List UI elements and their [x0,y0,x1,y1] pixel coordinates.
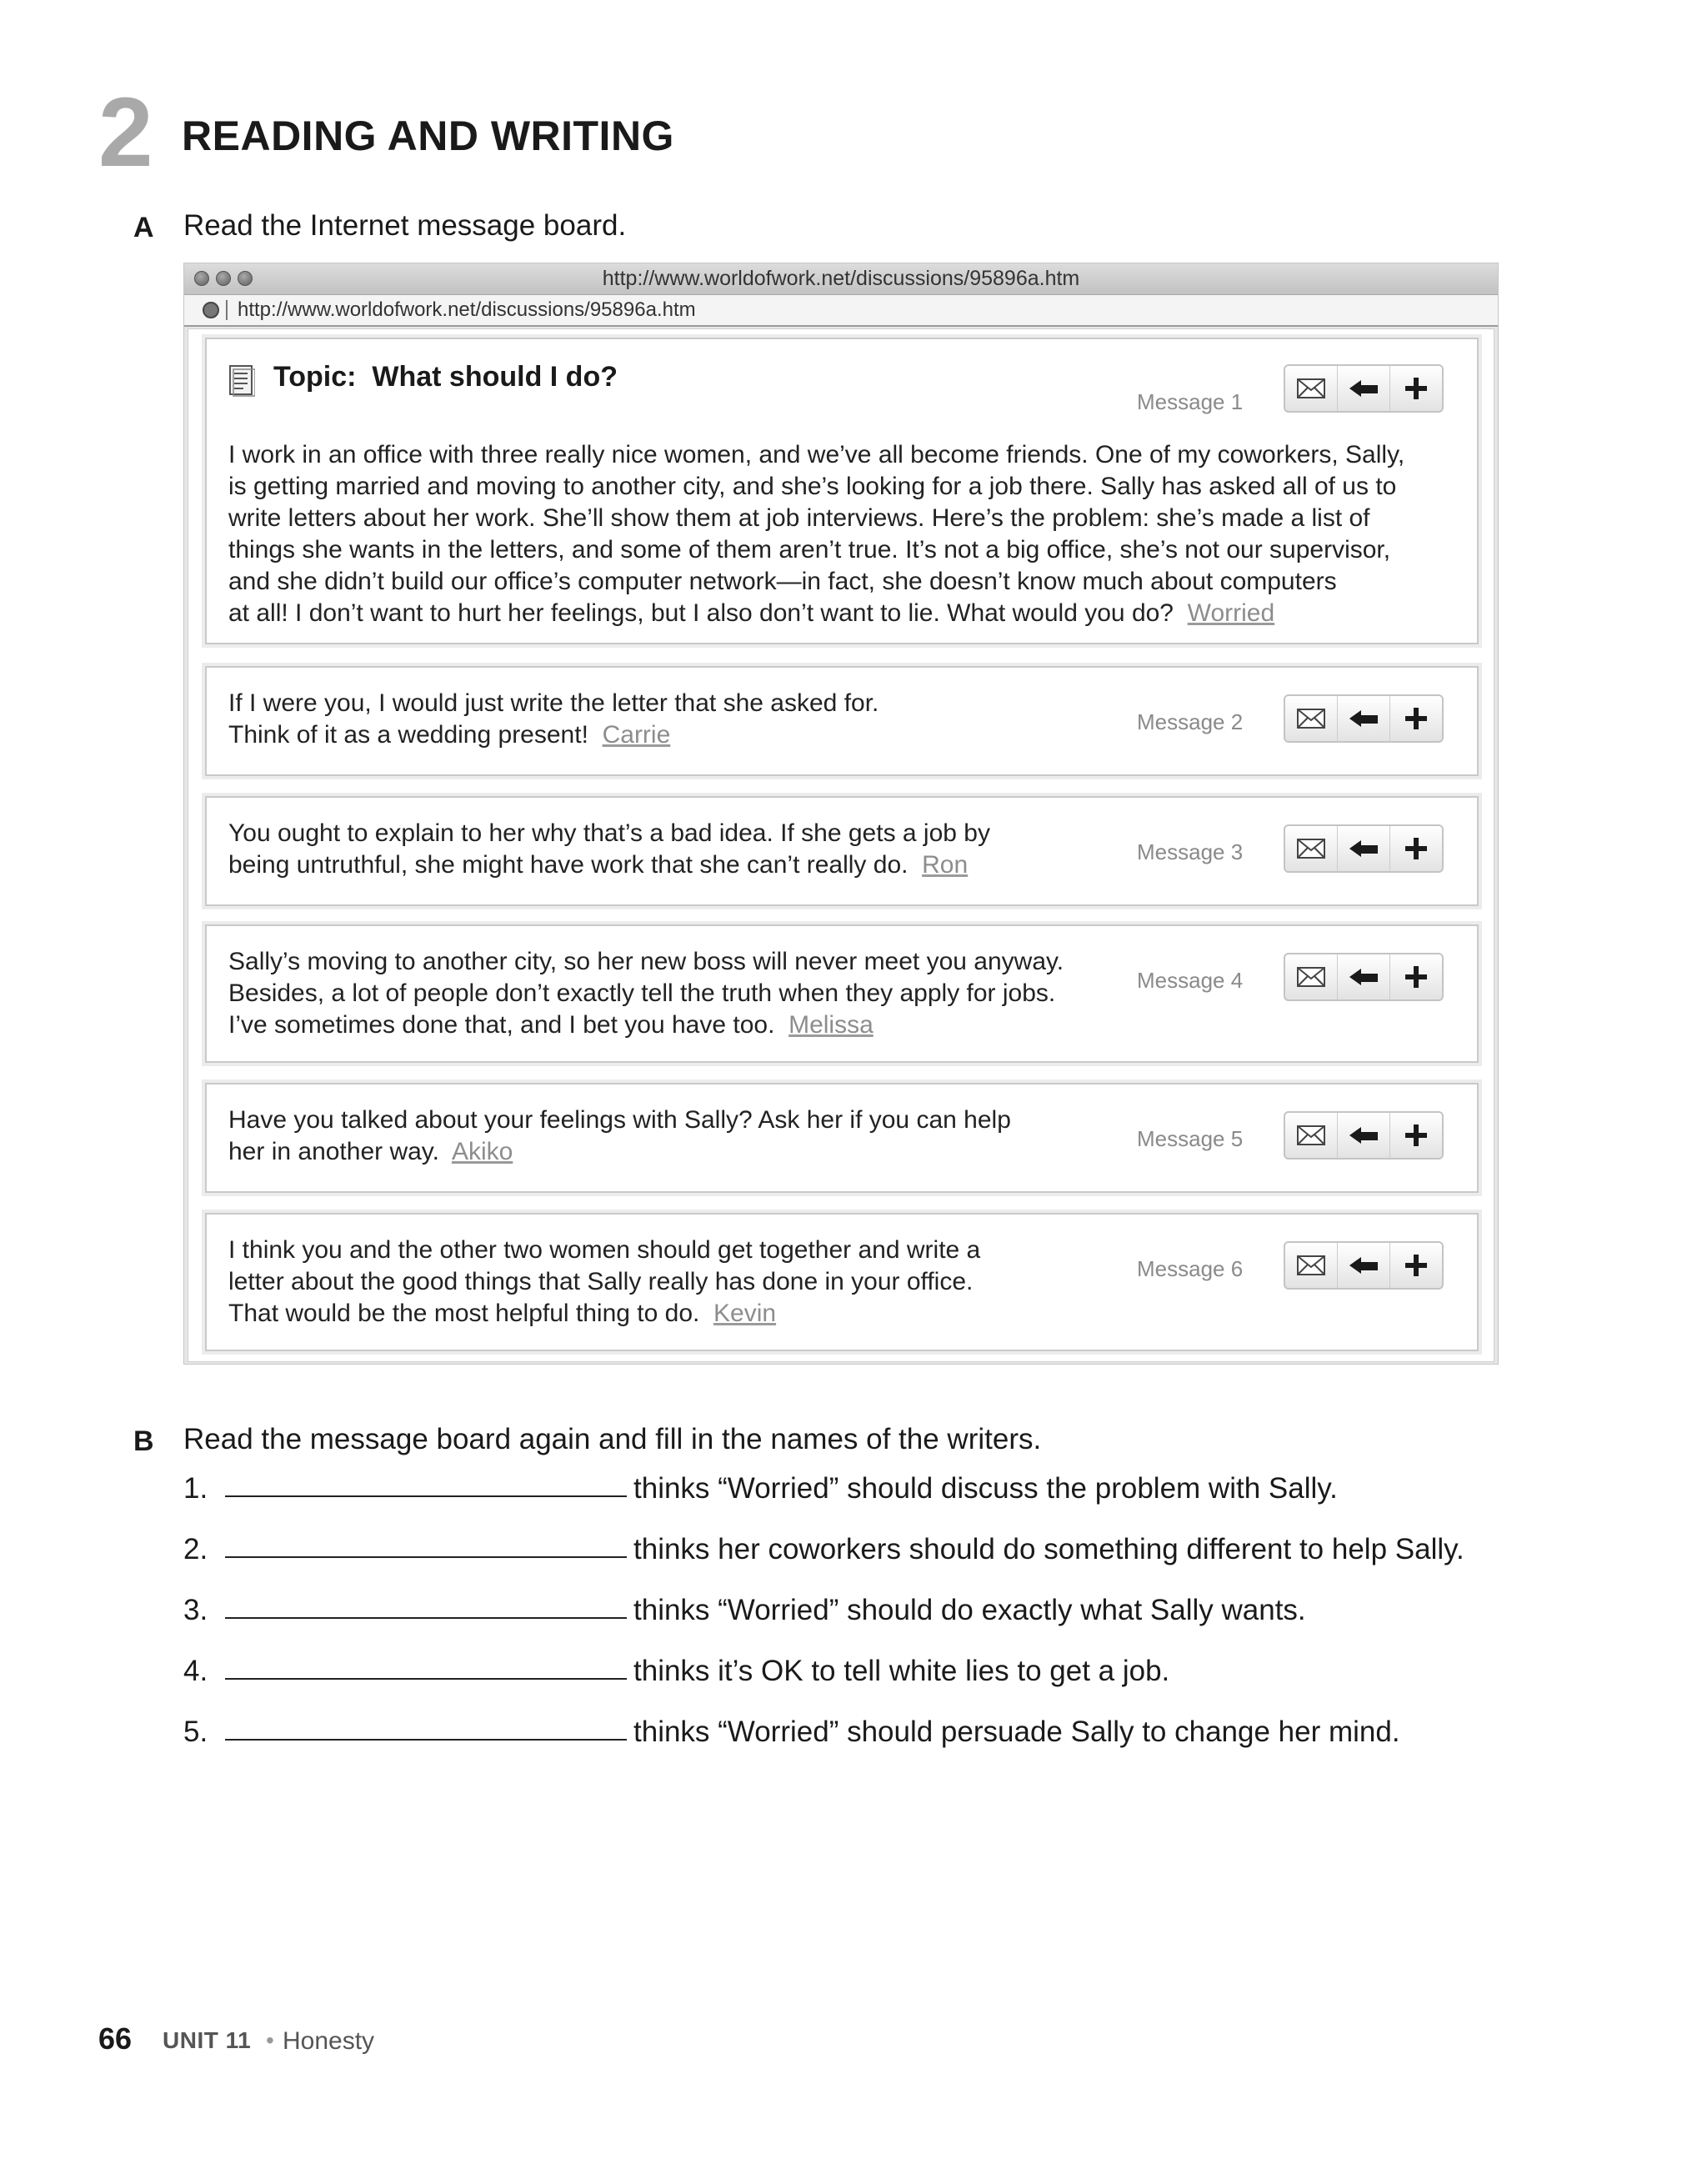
item-number: 2. [183,1533,208,1565]
reply-button[interactable] [1338,826,1390,871]
browser-window [183,263,1499,1365]
item-number: 5. [183,1716,208,1748]
message-line [228,1136,1011,1168]
message-post-6 [205,1213,1479,1351]
message-body [228,1235,980,1330]
globe-icon [203,302,219,318]
message-label: Message 6 [1137,1256,1244,1281]
item-statement: thinks her coworkers should do something different to help Sally. [633,1533,1464,1565]
reply-arrow-icon [1348,378,1379,398]
message-body [228,688,879,751]
add-button[interactable] [1390,366,1442,411]
author-link[interactable]: Akiko [451,1138,513,1165]
reply-arrow-icon [1348,709,1379,729]
author-link[interactable]: Carrie [602,721,671,749]
answer-blank-4[interactable] [225,1678,627,1680]
message-label: Message 1 [1137,389,1244,414]
message-post-5 [205,1083,1479,1193]
message-label: Message 2 [1137,709,1244,734]
message-line: You ought to explain to her why that’s a bad idea. If she gets a job by [228,819,990,847]
email-button[interactable] [1285,954,1338,999]
item-number: 4. [183,1655,208,1687]
item-number: 1. [183,1472,208,1505]
plus-icon [1404,836,1429,861]
message-body [228,818,990,881]
item-statement: thinks it’s OK to tell white lies to get a job. [633,1655,1170,1687]
unit-label: UNIT 11 [163,2027,252,2053]
envelope-icon [1296,838,1326,859]
window-title-url: http://www.worldofwork.net/discussions/95896a.htm [602,267,1080,290]
message-post-3 [205,796,1479,906]
message-label: Message 4 [1137,968,1244,993]
plus-icon [1404,376,1429,401]
message-line: write letters about her work. She’ll show them at job interviews. Here’s the problem: she’s made a list of [228,504,1370,532]
message-actions [1284,1241,1444,1290]
answer-blank-1[interactable] [225,1495,627,1497]
message-line-text: I’ve sometimes done that, and I bet you have too. [228,1011,775,1039]
answer-blank-3[interactable] [225,1617,627,1619]
item-number: 3. [183,1594,208,1626]
message-line [228,849,990,881]
message-line: Sally’s moving to another city, so her new boss will never meet you anyway. [228,948,1064,975]
item-statement: thinks “Worried” should do exactly what Sally wants. [633,1594,1306,1626]
add-button[interactable] [1390,1113,1442,1158]
author-link[interactable]: Kevin [713,1300,777,1327]
add-button[interactable] [1390,696,1442,741]
message-line: is getting married and moving to another city, and she’s looking for a job there. Sally has asked all of us to [228,473,1397,500]
document-icon [228,364,255,398]
address-bar[interactable] [184,295,1498,327]
message-post-4 [205,924,1479,1063]
reply-arrow-icon [1348,839,1379,859]
task-a-letter: A [133,212,154,243]
plus-icon [1404,706,1429,731]
envelope-icon [1296,378,1326,399]
author-link[interactable]: Melissa [788,1011,874,1039]
topic-label: Topic: [273,361,357,393]
topic-text: What should I do? [372,361,618,393]
reply-button[interactable] [1338,366,1390,411]
add-button[interactable] [1390,954,1442,999]
task-a-instruction: Read the Internet message board. [183,209,627,242]
message-body [228,439,1404,629]
email-button[interactable] [1285,1113,1338,1158]
message-actions [1284,824,1444,873]
message-line-text: her in another way. [228,1138,439,1165]
message-post-1 [205,338,1479,644]
reply-arrow-icon [1348,967,1379,987]
message-line-text: That would be the most helpful thing to do. [228,1300,700,1327]
topic-title [273,363,618,391]
plus-icon [1404,1123,1429,1148]
reply-arrow-icon [1348,1255,1379,1275]
message-line-text: Think of it as a wedding present! [228,721,588,749]
reply-button[interactable] [1338,696,1390,741]
author-link[interactable]: Worried [1187,599,1275,627]
message-actions [1284,1111,1444,1160]
message-line: letter about the good things that Sally really has done in your office. [228,1268,974,1295]
answer-blank-2[interactable] [225,1556,627,1558]
message-line: things she wants in the letters, and some of them aren’t true. It’s not a big office, she’s not our supervisor, [228,536,1391,564]
message-body [228,1105,1011,1168]
page-number: 66 [98,2021,133,2056]
message-line: Besides, a lot of people don’t exactly tell the truth when they apply for jobs. [228,979,1056,1007]
item-statement: thinks “Worried” should persuade Sally to change her mind. [633,1716,1400,1748]
email-button[interactable] [1285,826,1338,871]
reply-button[interactable] [1338,954,1390,999]
message-board [188,328,1494,1362]
message-actions [1284,694,1444,743]
email-button[interactable] [1285,696,1338,741]
message-line: and she didn’t build our office’s computer network—in fact, she doesn’t know much about computers [228,568,1337,595]
envelope-icon [1296,1255,1326,1276]
message-line [228,598,1404,629]
message-line-text: at all! I don’t want to hurt her feelings, but I also don’t want to lie. What would you do? [228,599,1174,627]
task-b-instruction: Read the message board again and fill in the names of the writers. [183,1423,1042,1455]
section-title: READING AND WRITING [182,113,674,159]
envelope-icon [1296,1125,1326,1146]
answer-blank-5[interactable] [225,1739,627,1741]
address-separator [226,300,228,320]
author-link[interactable]: Ron [922,851,969,879]
message-label: Message 5 [1137,1126,1244,1151]
message-body [228,946,1064,1041]
task-b-letter: B [133,1425,154,1457]
message-line: I think you and the other two women should get together and write a [228,1236,981,1264]
message-line-text: being untruthful, she might have work that she can’t really do. [228,851,909,879]
reply-arrow-icon [1348,1125,1379,1145]
message-post-2 [205,666,1479,776]
reply-button[interactable] [1338,1113,1390,1158]
message-actions [1284,953,1444,1001]
add-button[interactable] [1390,826,1442,871]
reply-button[interactable] [1338,1243,1390,1288]
address-url[interactable]: http://www.worldofwork.net/discussions/95896a.htm [238,298,696,321]
add-button[interactable] [1390,1243,1442,1288]
section-number: 2 [98,78,150,188]
message-line: I work in an office with three really nice women, and we’ve all become friends. One of my coworkers, Sally, [228,441,1405,468]
message-line [228,1298,980,1330]
message-line: Have you talked about your feelings with Sally? Ask her if you can help [228,1106,1011,1134]
unit-topic: Honesty [283,2027,375,2055]
plus-icon [1404,964,1429,989]
message-line: If I were you, I would just write the letter that she asked for. [228,689,879,717]
message-label: Message 3 [1137,839,1244,864]
browser-titlebar [184,263,1498,295]
footer-separator: • [266,2027,274,2053]
message-actions [1284,364,1444,413]
message-line [228,1009,1064,1041]
item-statement: thinks “Worried” should discuss the problem with Sally. [633,1472,1338,1505]
message-line [228,719,879,751]
envelope-icon [1296,708,1326,729]
plus-icon [1404,1253,1429,1278]
email-button[interactable] [1285,366,1338,411]
email-button[interactable] [1285,1243,1338,1288]
envelope-icon [1296,966,1326,988]
